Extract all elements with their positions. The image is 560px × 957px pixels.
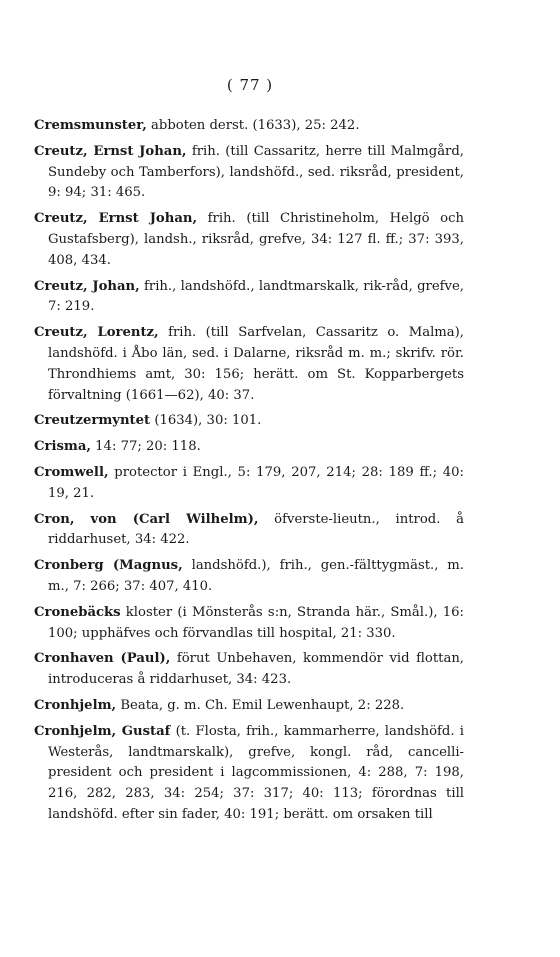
index-entry (34, 722, 464, 826)
page-number: ( 77 ) (226, 76, 274, 94)
index-entry (34, 510, 464, 552)
entry-text: kloster (i Mönsterås s:n, Stranda här., Smål.), 16: 100; upphäfves och förvandlas till hospital, 21: 330. (48, 604, 464, 641)
entry-headword: Cremsmunster, (34, 118, 147, 133)
entry-text: förut Unbehaven, kommendör vid flottan, introduceras å riddarhuset, 34: 423. (48, 651, 465, 688)
entry-text: 14: 77; 20: 118. (90, 439, 201, 455)
entry-text: frih., landshöfd., landtmarskalk, rik-råd, grefve, 7: 219. (48, 278, 464, 315)
index-entry (34, 437, 464, 458)
index-entry (34, 411, 464, 432)
index-entry (34, 277, 464, 319)
index-entry (34, 556, 464, 598)
entry-text: abboten derst. (1633), 25: 242. (146, 118, 360, 133)
index-entry (34, 116, 464, 137)
entry-headword: Creutzermyntet (34, 413, 151, 429)
entry-headword: Creutz, Johan, (34, 278, 140, 294)
entry-text: (t. Flosta, frih., kammarherre, landshöfd. i Westerås, landtmarskalk), grefve, kongl. råd, cancelli-president och president i lagcommissionen, 4: 288, 7: 198, 216, 282, 283, 34: 254; 37: 317; 40: 113; förordnas till landshöfd. efter sin fader, 40: 191; berätt. om orsaken till (48, 723, 464, 822)
entry-headword: Cronberg (Magnus, (34, 558, 183, 574)
entry-headword: Creutz, Ernst Johan, (34, 143, 187, 159)
index-entry (34, 323, 464, 406)
entry-headword: Creutz, Ernst Johan, (34, 211, 198, 227)
entry-text: frih. (till Cassaritz, herre till Malmgård, Sundeby och Tamberfors), landshöfd., sed. riksråd, president, 9: 94; 31: 465. (48, 143, 464, 201)
entry-headword: Creutz, Lorentz, (34, 325, 159, 341)
entry-headword: Cronhjelm, (34, 697, 117, 713)
index-entry (34, 603, 464, 645)
entry-text: landshöfd.), frih., gen.-fälttygmäst., m. m., 7: 266; 37: 407, 410. (48, 558, 464, 594)
entry-headword: Cronebäcks (34, 604, 121, 620)
index-entry (34, 209, 464, 271)
index-entries (34, 116, 464, 831)
entry-text: Beata, g. m. Ch. Emil Lewenhaupt, 2: 228. (116, 697, 405, 713)
entry-headword: Cromwell, (34, 464, 109, 480)
entry-text: frih. (till Christineholm, Helgö och Gustafsberg), landsh., riksråd, grefve, 34: 127 fl. ff.; 37: 393, 408, 434. (48, 211, 464, 268)
entry-headword: Cron, von (Carl Wilhelm), (34, 511, 259, 527)
index-entry (34, 696, 464, 717)
entry-headword: Crisma, (34, 439, 91, 455)
entry-text: (1634), 30: 101. (150, 413, 262, 429)
index-entry (34, 463, 464, 505)
entry-headword: Cronhaven (Paul), (34, 651, 171, 667)
entry-text: protector i Engl., 5: 179, 207, 214; 28: 189 ff.; 40: 19, 21. (48, 464, 464, 501)
entry-headword: Cronhjelm, Gustaf (34, 723, 171, 739)
entry-text: öfverste-lieutn., introd. å riddarhuset, 34: 422. (48, 511, 464, 548)
index-entry (34, 142, 464, 204)
entry-text: frih. (till Sarfvelan, Cassaritz o. Malma), landshöfd. i Åbo län, sed. i Dalarne, riksråd m. m.; skrifv. rör. Throndhiems amt, 30: 156; herätt. om St. Kopparbergets förvaltning (1661—62), 40: 37. (48, 325, 464, 403)
index-entry (34, 649, 464, 691)
